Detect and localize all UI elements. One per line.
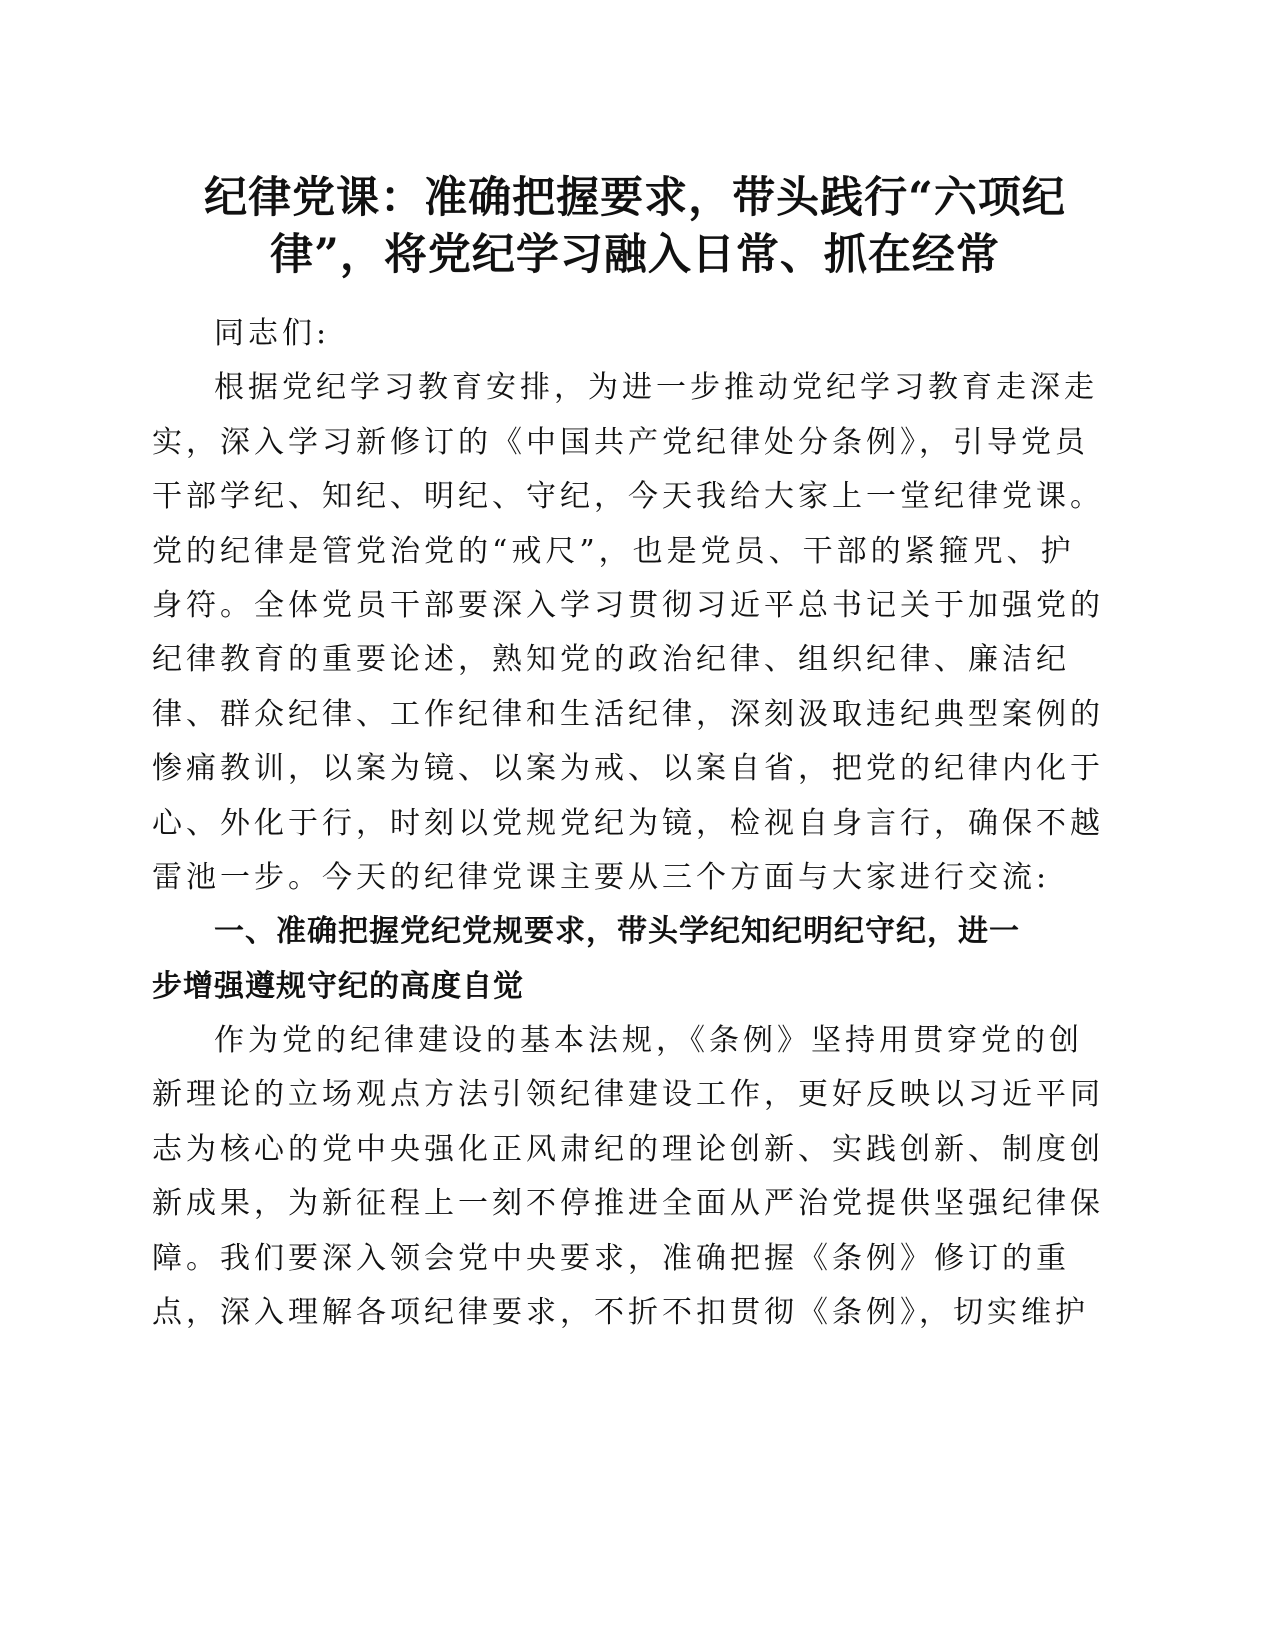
paragraph-line: 作为党的纪律建设的基本法规，《条例》坚持用贯穿党的创 (214, 1023, 1083, 1059)
paragraph-line: 雷池一步。今天的纪律党课主要从三个方面与大家进行交流: (152, 859, 1051, 895)
paragraph-line: 志为核心的党中央强化正风肃纪的理论创新、实践创新、制度创 (152, 1131, 1104, 1167)
document-title (150, 170, 1120, 284)
paragraph-line: 实，深入学习新修订的《中国共产党纪律处分条例》，引导党员 (152, 424, 1089, 460)
heading-line: 步增强遵规守纪的高度自觉 (152, 968, 524, 1004)
paragraph-line: 障。我们要深入领会党中央要求，准确把握《条例》修订的重 (152, 1240, 1070, 1276)
paragraph-line: 党的纪律是管党治党的“戒尺”，也是党员、干部的紧箍咒、护 (152, 533, 1075, 569)
salutation: 同志们: (214, 316, 331, 351)
paragraph-line: 律、群众纪律、工作纪律和生活纪律，深刻汲取违纪典型案例的 (152, 696, 1104, 732)
paragraph-line: 根据党纪学习教育安排，为进一步推动党纪学习教育走深走 (214, 370, 1098, 406)
paragraph-line: 点，深入理解各项纪律要求，不折不扣贯彻《条例》，切实维护 (152, 1295, 1089, 1331)
document-body (152, 307, 1104, 1340)
paragraph-section-1 (152, 1014, 1104, 1340)
paragraph-line: 心、外化于行，时刻以党规党纪为镜，检视自身言行，确保不越 (152, 805, 1104, 841)
section-heading-1 (152, 905, 1086, 1014)
title-line: 纪律党课：准确把握要求，带头践行“六项纪 (204, 173, 1066, 223)
paragraph-line: 新成果，为新征程上一刻不停推进全面从严治党提供坚强纪律保 (152, 1186, 1104, 1222)
paragraph-line: 身符。全体党员干部要深入学习贯彻习近平总书记关于加强党的 (152, 587, 1104, 623)
paragraph-intro (152, 361, 1104, 905)
paragraph-line: 干部学纪、知纪、明纪、守纪，今天我给大家上一堂纪律党课。 (152, 479, 1104, 515)
paragraph-line: 纪律教育的重要论述，熟知党的政治纪律、组织纪律、廉洁纪 (152, 642, 1070, 678)
title-line: 律”，将党纪学习融入日常、抓在经常 (270, 230, 1000, 280)
heading-line: 一、准确把握党纪党规要求，带头学纪知纪明纪守纪，进一 (214, 914, 1020, 950)
paragraph-line: 新理论的立场观点方法引领纪律建设工作，更好反映以习近平同 (152, 1077, 1104, 1113)
paragraph-line: 惨痛教训，以案为镜、以案为戒、以案自省，把党的纪律内化于 (152, 751, 1104, 787)
